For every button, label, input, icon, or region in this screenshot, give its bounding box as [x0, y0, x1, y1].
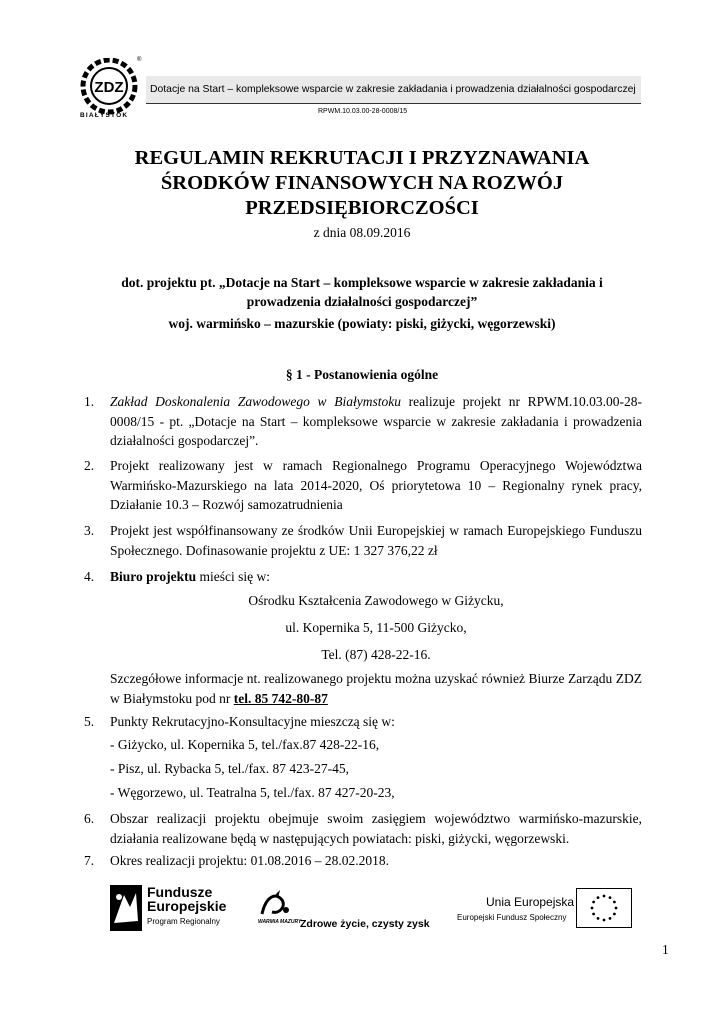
list-item-6: Obszar realizacji projektu obejmuje swoim zasięgiem województwo warmińsko-mazurskie, działania realizowane będą w następujących powiatach: piski, giżycki, węgorzewski.	[110, 811, 642, 846]
office-address-1: Ośrodku Kształcenia Zawodowego w Giżycku,	[248, 593, 504, 608]
project-reference	[90, 273, 634, 311]
contact-info	[110, 669, 642, 708]
office-address-2: ul. Kopernika 5, 11-500 Giżycko,	[285, 620, 467, 635]
item-text: mieści się w:	[196, 569, 271, 584]
list-item-5: Punkty Rekrutacyjno-Konsultacyjne mieszczą się w:	[110, 714, 395, 729]
document-title	[60, 146, 664, 221]
header-project-code: RPWM.10.03.00-28-0008/15	[318, 108, 408, 115]
item-number: 1.	[84, 394, 95, 409]
section-heading: § 1 - Postanowienia ogólne	[285, 367, 439, 382]
item-number: 4.	[84, 569, 95, 584]
item-number: 2.	[84, 458, 95, 473]
fundusze-text: Fundusze	[147, 884, 213, 900]
project-reference-line-1: dot. projektu pt. „Dotacje na Start – kompleksowe wsparcie w zakresie zakładania i	[121, 275, 603, 290]
warmia-mazury-slogan: Zdrowe życie, czysty zysk	[300, 918, 430, 930]
item-text: realizuje projekt nr RPWM.10.03.00-28-0008/15 - pt. „Dotacje na Start – kompleksowe wsparcie w zakresie zakładania i prowadzenia działalności gospodarczej”.	[110, 394, 642, 448]
item-number: 6.	[84, 811, 95, 826]
zdz-logo-text: ZDZ	[94, 79, 124, 96]
warmia-mazury-text: WARMIA MAZURY	[258, 919, 302, 925]
title-line-2: ŚRODKÓW FINANSOWYCH NA ROZWÓJ	[160, 172, 564, 194]
project-office-label: Biuro projektu	[110, 569, 197, 584]
warmia-mazury-logo	[256, 888, 296, 922]
registered-mark: ®	[137, 57, 142, 63]
item-number: 7.	[84, 853, 95, 868]
office-phone: Tel. (87) 428-22-16.	[321, 647, 431, 662]
unia-europejska-text: Unia Europejska	[486, 895, 575, 909]
recruitment-point-gizycko: - Giżycko, ul. Kopernika 5, tel./fax.87 428-22-16,	[110, 737, 380, 752]
zdz-logo	[78, 58, 140, 116]
header-divider	[146, 103, 641, 104]
europejskie-text: Europejskie	[147, 898, 227, 914]
item-number: 5.	[84, 714, 95, 729]
header-city: BIAŁYSTOK	[80, 112, 129, 119]
list-item-1	[110, 392, 642, 451]
item-number: 3.	[84, 523, 95, 538]
contact-info-text: Szczegółowe informacje nt. realizowanego projektu można uzyskać również Biurze Zarządu ZDZ w Białymstoku pod nr	[110, 671, 642, 706]
list-item-3: Projekt jest współfinansowany ze środków Unii Europejskiej w ramach Europejskiego Funduszu Społecznego. Dofinasowanie projektu z UE: 1 327 376,22 zł	[110, 523, 642, 558]
title-line-3: PRZEDSIĘBIORCZOŚCI	[245, 197, 479, 219]
organization-name: Zakład Doskonalenia Zawodowego w Białymstoku	[110, 394, 401, 409]
list-item-7: Okres realizacji projektu: 01.08.2016 – 28.02.2018.	[110, 853, 389, 868]
program-regionalny-text: Program Regionalny	[147, 917, 220, 926]
document-date: z dnia 08.09.2016	[313, 225, 411, 240]
list-item-2: Projekt realizowany jest w ramach Regionalnego Programu Operacyjnego Województwa Warmińsko-Mazurskiego na lata 2014-2020, Oś priorytetowa 10 – Regionalny rynek pracy, Działanie 10.3 – Rozwój samozatrudnienia	[110, 458, 642, 512]
recruitment-point-pisz: - Pisz, ul. Rybacka 5, tel./fax. 87 423-27-45,	[110, 761, 350, 776]
title-line-1: REGULAMIN REKRUTACJI I PRZYZNAWANIA	[134, 147, 590, 169]
project-region: woj. warmińsko – mazurskie (powiaty: piski, giżycki, węgorzewski)	[168, 316, 556, 331]
project-reference-line-2: prowadzenia działalności gospodarczej”	[246, 294, 478, 309]
header-project-title: Dotacje na Start – kompleksowe wsparcie w zakresie zakładania i prowadzenia działalności gospodarczej	[150, 84, 636, 95]
efs-text: Europejski Fundusz Społeczny	[457, 913, 567, 922]
fundusze-europejskie-logo	[110, 885, 142, 931]
eu-flag-icon	[576, 888, 632, 928]
contact-phone-link[interactable]: tel. 85 742-80-87	[233, 690, 328, 706]
recruitment-point-wegorzewo: - Węgorzewo, ul. Teatralna 5, tel./fax. 87 427-20-23,	[110, 785, 395, 800]
list-item-4	[110, 567, 642, 587]
page-number: 1	[662, 942, 669, 957]
